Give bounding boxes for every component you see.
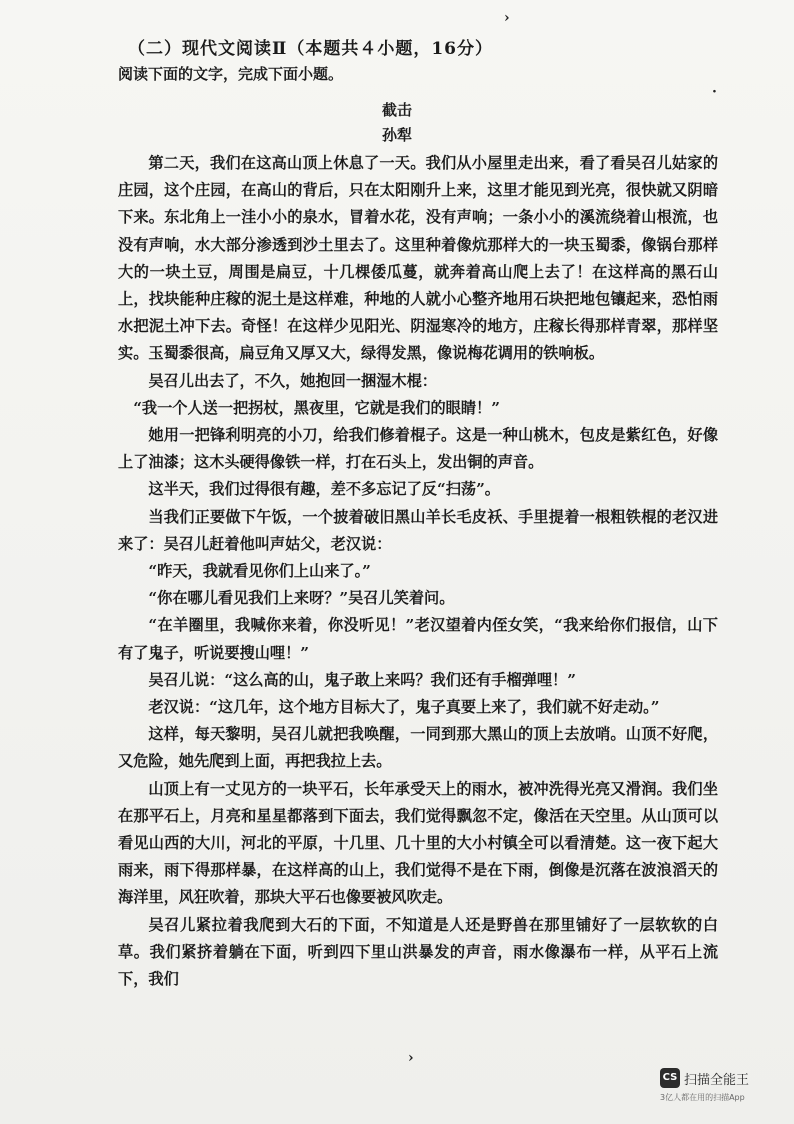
paragraph: 她用一把锋利明亮的小刀，给我们修着棍子。这是一种山桃木，包皮是紫红色，好像上了油漆；这木头硬得像铁一样，打在石头上，发出铜的声音。	[118, 426, 718, 472]
scanner-logo-icon: CS	[660, 1068, 680, 1088]
scan-mark: ›	[504, 10, 510, 26]
paragraph: “昨天，我就看见你们上山来了。”	[148, 562, 371, 581]
paragraph: 第二天，我们在这高山顶上休息了一天。我们从小屋里走出来，看了看吴召儿姑家的庄园，这个庄园，在高山的背后，只在太阳刚升上来，这里才能见到光亮，很快就又阴暗下来。东北角上一洼小小的泉水，冒着水花，没有声响；一条小小的溪流绕着山根流，也没有声响，水大部分渗透到沙土里去了。这里种着像炕那样大的一块玉蜀黍，像锅台那样大的一块土豆，周围是扁豆，十几棵倭瓜蔓，就奔着高山爬上去了！在这样高的黑石山上，找块能种庄稼的泥土是这样难，种地的人就小心整齐地用石块把地包镶起来，恐怕雨水把泥土冲下去。奇怪！在这样少见阳光、阴湿寒冷的地方，庄稼长得那样青翠，那样坚实。玉蜀黍很高，扁豆角又厚又大，绿得发黑，像说梅花调用的铁响板。	[118, 154, 718, 363]
story-title: 截击	[381, 101, 412, 119]
paragraph: “我一个人送一把拐杖，黑夜里，它就是我们的眼睛！”	[133, 398, 500, 417]
paragraph: 当我们正要做下午饭，一个披着破旧黑山羊长毛皮袄、手里提着一根粗铁棍的老汉进来了：吴召儿赶着他叫声姑父，老汉说：	[118, 507, 718, 553]
paragraph: “你在哪儿看见我们上来呀？”吴召儿笑着问。	[148, 589, 455, 608]
instruction: 阅读下面的文字，完成下面小题。	[118, 65, 344, 83]
paragraph: “在羊圈里，我喊你来着，你没听见！”老汉望着内侄女笑，“我来给你们报信，山下有了鬼子，听说要搜山哩！”	[118, 616, 718, 662]
paragraph: 山顶上有一丈见方的一块平石，长年承受天上的雨水，被冲洗得光亮又滑润。我们坐在那平石上，月亮和星星都落到下面去，我们觉得飘忽不定，像活在天空里。从山顶可以看见山西的大川，河北的平原，十几里、几十里的大小村镇全可以看清楚。这一夜下起大雨来，雨下得那样暴，在这样高的山上，我们觉得不是在下雨，倒像是沉落在波浪滔天的海洋里，风狂吹着，那块大平石也像要被风吹走。	[118, 779, 718, 907]
paragraph: 吴召儿紧拉着我爬到大石的下面，不知道是人还是野兽在那里铺好了一层软软的白草。我们紧挤着躺在下面，听到四下里山洪暴发的声音，雨水像瀑布一样，从平石上流下，我们	[118, 915, 718, 989]
scan-mark: ›	[408, 1050, 414, 1066]
scan-mark: ·	[712, 84, 717, 100]
paragraph: 吴召儿说：“这么高的山，鬼子敢上来吗？我们还有手榴弹哩！”	[148, 670, 576, 689]
scanner-tagline: 3亿人都在用的扫描App	[660, 1093, 745, 1102]
scanner-app-name: 扫描全能王	[684, 1073, 750, 1088]
story-author: 孙犁	[381, 126, 412, 144]
paragraph: 老汉说：“这几年，这个地方目标大了，鬼子真要上来了，我们就不好走动。”	[148, 698, 660, 717]
paragraph: 吴召儿出去了，不久，她抱回一捆湿木棍：	[148, 371, 437, 390]
paragraph: 这半天，我们过得很有趣，差不多忘记了反“扫荡”。	[148, 480, 500, 499]
story-body	[118, 150, 718, 993]
section-title: （二）现代文阅读Ⅱ（本题共４小题，16分）	[128, 39, 493, 59]
scanner-watermark	[660, 1068, 780, 1108]
paragraph: 这样，每天黎明，吴召儿就把我唤醒，一同到那大黑山的顶上去放哨。山顶不好爬，又危险，她先爬到上面，再把我拉上去。	[118, 725, 718, 771]
